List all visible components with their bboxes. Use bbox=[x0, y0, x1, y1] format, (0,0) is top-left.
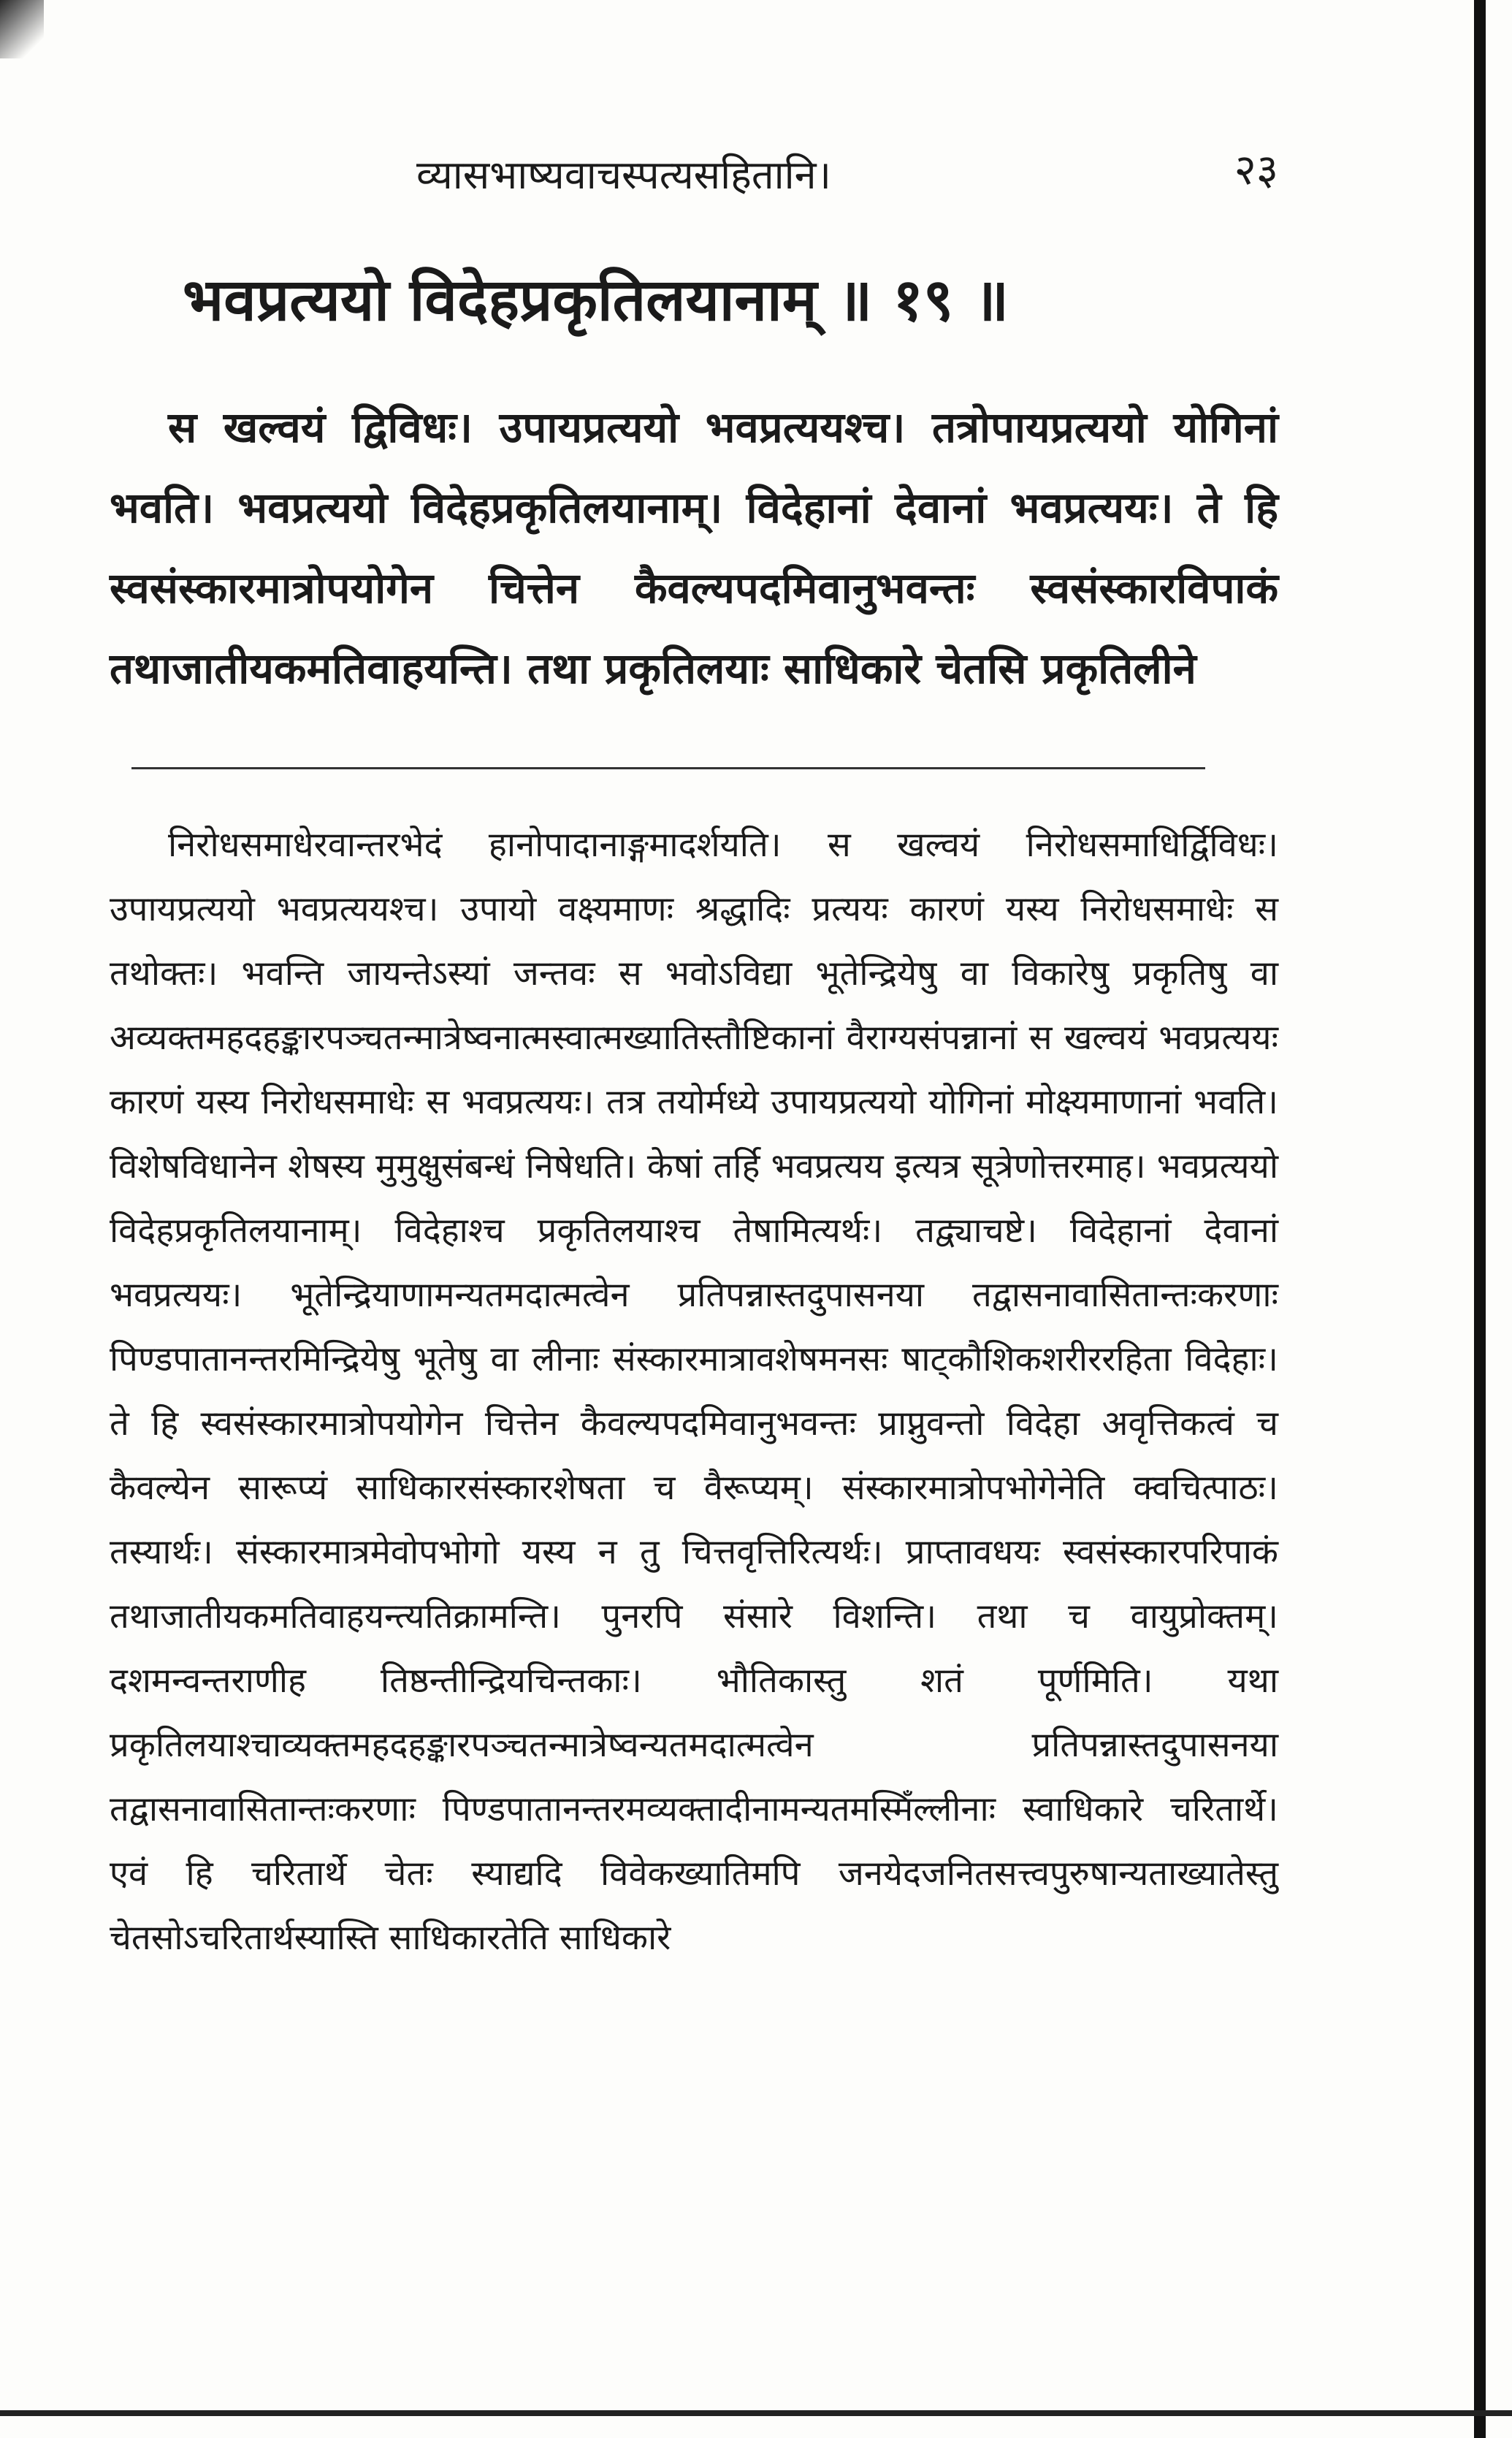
running-title: व्यासभाष्यवाचस्पत्यसहितानि। bbox=[416, 152, 832, 198]
scan-shadow-top-left bbox=[0, 0, 44, 58]
page-header bbox=[110, 132, 1278, 212]
sutra-heading: भवप्रत्ययो विदेहप्रकृतिलयानाम् ॥ १९ ॥ bbox=[183, 265, 1009, 334]
section-divider bbox=[131, 767, 1205, 769]
book-page bbox=[110, 132, 1278, 1970]
page-number: २३ bbox=[1234, 145, 1278, 194]
scan-edge-bottom bbox=[0, 2410, 1512, 2416]
commentary-paragraph: निरोधसमाधेरवान्तरभेदं हानोपादानाङ्गमादर्शयति। स खल्वयं निरोधसमाधिर्द्विविधः। उपायप्रत्ययो भवप्रत्ययश्च। उपायो वक्ष्यमाणः श्रद्धादिः प्रत्ययः कारणं यस्य निरोधसमाधेः स तथोक्तः। भवन्ति जायन्तेऽस्यां जन्तवः स भवोऽविद्या भूतेन्द्रियेषु वा विकारेषु प्रकृतिषु वा अव्यक्तमहदहङ्कारपञ्चतन्मात्रेष्वनात्मस्वात्मख्यातिस्तौष्टिकानां वैराग्यसंपन्नानां स खल्वयं भवप्रत्ययः कारणं यस्य निरोधसमाधेः स भवप्रत्ययः। तत्र तयोर्मध्ये उपायप्रत्ययो योगिनां मोक्ष्यमाणानां भवति। विशेषविधानेन शेषस्य मुमुक्षुसंबन्धं निषेधति। केषां तर्हि भवप्रत्यय इत्यत्र सूत्रेणोत्तरमाह। भवप्रत्ययो विदेहप्रकृतिलयानाम्। विदेहाश्च प्रकृतिलयाश्च तेषामित्यर्थः। तद्व्याचष्टे। विदेहानां देवानां भवप्रत्ययः। भूतेन्द्रियाणामन्यतमदात्मत्वेन प्रतिपन्नास्तदुपासनया तद्वासनावासितान्तःकरणाः पिण्डपातानन्तरमिन्द्रियेषु भूतेषु वा लीनाः संस्कारमात्रावशेषमनसः षाट्कौशिकशरीररहिता विदेहाः। ते हि स्वसंस्कारमात्रोपयोगेन चित्तेन कैवल्यपदमिवानुभवन्तः प्राप्नुवन्तो विदेहा अवृत्तिकत्वं च कैवल्येन सारूप्यं साधिकारसंस्कारशेषता च वैरूप्यम्। संस्कारमात्रोपभोगेनेति क्वचित्पाठः। तस्यार्थः। संस्कारमात्रमेवोपभोगो यस्य न तु चित्तवृत्तिरित्यर्थः। प्राप्तावधयः स्वसंस्कारपरिपाकं तथाजातीयकमतिवाहयन्त्यतिक्रामन्ति। पुनरपि संसारे विशन्ति। तथा च वायुप्रोक्तम्। दशमन्वन्तराणीह तिष्ठन्तीन्द्रियचिन्तकाः। भौतिकास्तु शतं पूर्णमिति। यथा प्रकृतिलयाश्चाव्यक्तमहदहङ्कारपञ्चतन्मात्रेष्वन्यतमदात्मत्वेन प्रतिपन्नास्तदुपासनया तद्वासनावासितान्तःकरणाः पिण्डपातानन्तरमव्यक्तादीनामन्यतमस्मिँल्लीनाः स्वाधिकारे चरितार्थे। एवं हि चरितार्थे चेतः स्याद्यदि विवेकख्यातिमपि जनयेदजनितसत्त्वपुरुषान्यताख्यातेस्तु चेतसोऽचरितार्थस्यास्ति साधिकारतेति साधिकारे bbox=[110, 825, 1278, 1958]
bhashya-paragraph: स खल्वयं द्विविधः। उपायप्रत्ययो भवप्रत्ययश्च। तत्रोपायप्रत्ययो योगिनां भवति। भवप्रत्ययो विदेहप्रकृतिलयानाम्। विदेहानां देवानां भवप्रत्ययः। ते हि स्वसंस्कारमात्रोपयोगेन चित्तेन कैवल्यपदमिवानुभवन्तः स्वसंस्कारविपाकं तथाजातीयकमतिवाहयन्ति। तथा प्रकृतिलयाः साधिकारे चेतसि प्रकृतिलीने bbox=[110, 403, 1278, 693]
scan-edge-right bbox=[1474, 0, 1486, 2438]
